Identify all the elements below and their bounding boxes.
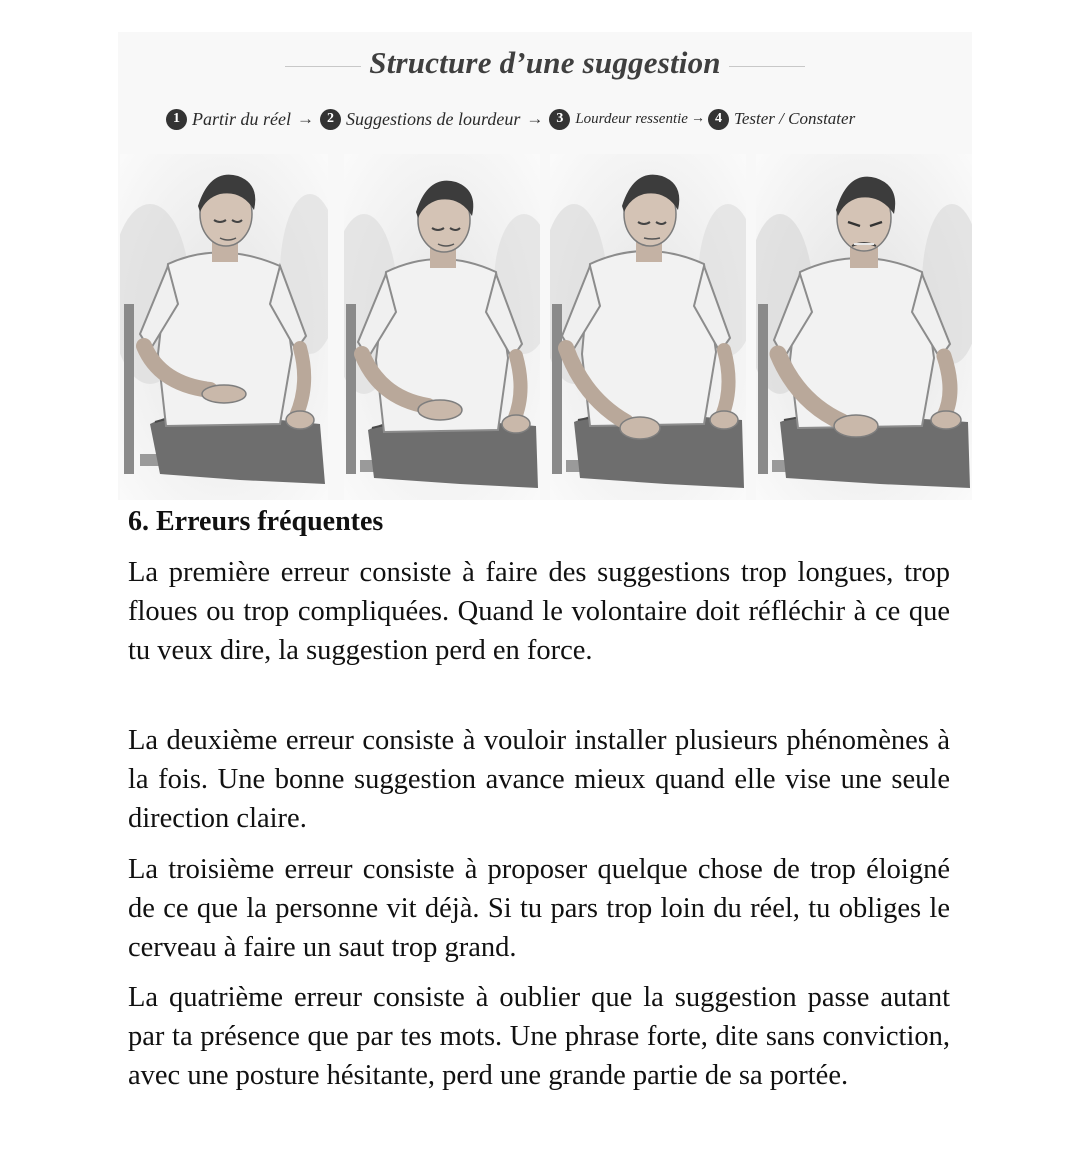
step-number-badge: 2 — [320, 109, 341, 130]
step-3 — [549, 109, 688, 130]
step-label: Partir du réel — [192, 108, 291, 129]
arrow-right-icon: → — [526, 109, 544, 128]
paragraph-2: La deuxième erreur consiste à vouloir installer plusieurs phénomènes à la fois. Une bonne suggestion avance mieux quand elle vise une seule direction claire. — [128, 725, 950, 834]
arrow-right-icon: → — [690, 111, 705, 126]
illustration — [118, 32, 972, 500]
title-rule-right — [729, 66, 805, 67]
paragraph-3: La troisième erreur consiste à proposer quelque chose de trop éloigné de ce que la personne vit déjà. Si tu pars trop loin du réel, tu obliges le cerveau à faire un saut trop grand. — [128, 854, 950, 963]
seated-man-drawing — [756, 154, 972, 500]
step-number-badge: 3 — [549, 109, 570, 130]
illustration-panels — [120, 154, 972, 500]
section-heading: 6. Erreurs fréquentes — [128, 506, 384, 537]
panel-seated-man-1 — [120, 154, 328, 500]
arrow-right-icon: → — [297, 109, 314, 128]
step-number-badge: 1 — [166, 109, 187, 130]
panel-seated-man-3 — [550, 154, 758, 500]
seated-man-drawing — [120, 154, 328, 500]
step-number-badge: 4 — [708, 109, 729, 130]
step-label: Tester / Constater — [733, 109, 856, 128]
panel-seated-man-2 — [344, 154, 552, 500]
figure-title: Structure d’une suggestion — [369, 45, 721, 80]
step-label: Lourdeur ressentie — [575, 110, 688, 127]
figure-title-row — [118, 32, 972, 94]
seated-man-drawing — [550, 154, 746, 500]
title-rule-left — [285, 66, 361, 67]
seated-man-drawing — [344, 154, 540, 500]
step-sequence — [166, 106, 966, 132]
step-2 — [320, 109, 520, 130]
paragraph-4: La quatrième erreur consiste à oublier que la suggestion passe autant par ta présence que par tes mots. Une phrase forte, dite sans conviction, avec une posture hésitante, perd une grande partie de sa portée. — [128, 982, 950, 1091]
paragraph-1: La première erreur consiste à faire des suggestions trop longues, trop floues ou trop compliquées. Quand le volontaire doit réfléchir à ce que tu veux dire, la suggestion perd en force. — [128, 557, 950, 666]
step-4 — [708, 109, 855, 130]
step-1 — [166, 109, 291, 130]
panel-seated-man-4 — [756, 154, 972, 500]
step-label: Suggestions de lourdeur — [346, 108, 521, 129]
